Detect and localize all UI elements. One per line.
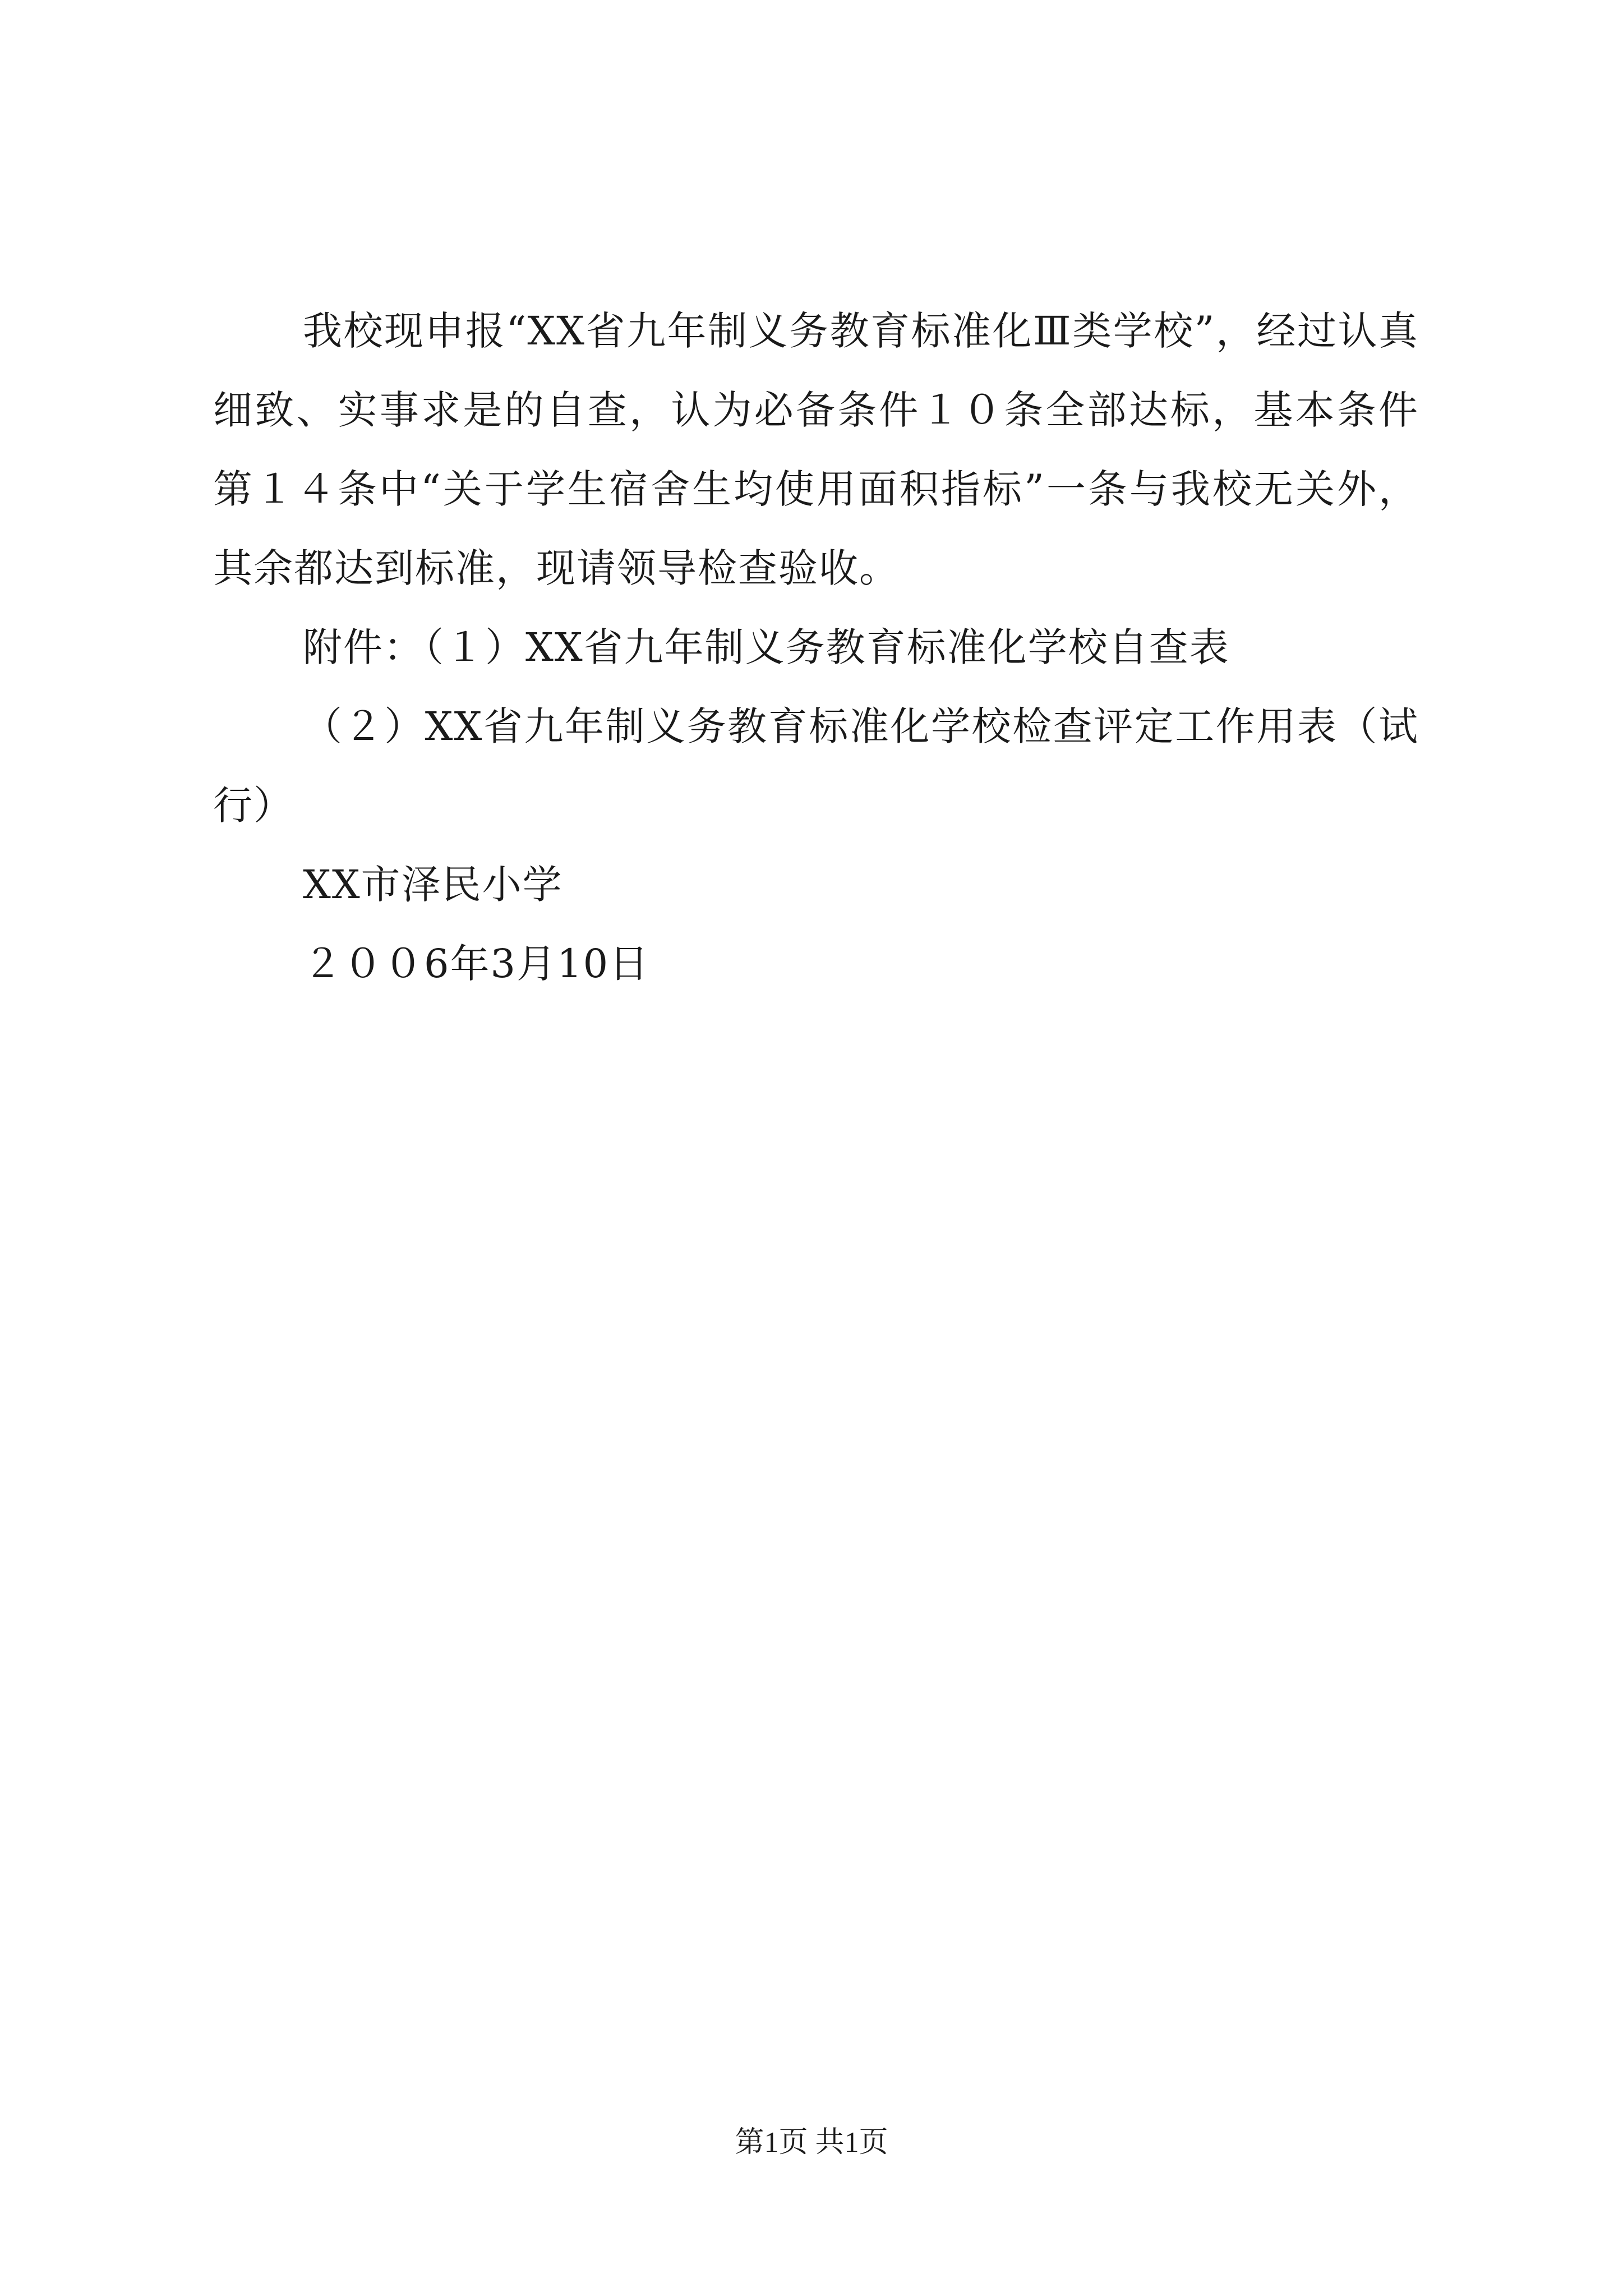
document-body — [213, 292, 1419, 1004]
main-paragraph: 我校现申报“XX省九年制义务教育标准化Ⅲ类学校”，经过认真细致、实事求是的自查，认为必备条件１０条全部达标，基本条件第１４条中“关于学生宿舍生均使用面积指标”一条与我校无关外，其余都达到标准，现请领导检查验收。 — [213, 308, 1419, 591]
signature-date: ２００6年3月10日 — [303, 941, 650, 987]
page-footer: 第1页 共1页 — [735, 2127, 888, 2159]
attachment-1: 附件：（１）XX省九年制义务教育标准化学校自查表 — [303, 624, 1230, 670]
attachment-2: （２）XX省九年制义务教育标准化学校检查评定工作用表（试行） — [213, 703, 1419, 829]
signature-org: XX市泽民小学 — [303, 862, 563, 908]
